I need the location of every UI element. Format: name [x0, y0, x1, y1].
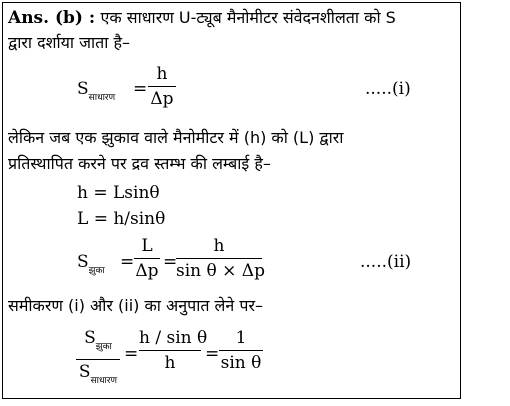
eq5-fraction-1-denominator: h [164, 353, 176, 373]
eq1-reference: .....(i) [365, 79, 411, 99]
answer-label: Ans. (b) : [8, 8, 96, 28]
answer-line-1 [8, 8, 396, 28]
eq5-fraction-1-numerator: h / sin θ [139, 328, 208, 348]
eq4-s-symbol: S [77, 252, 89, 272]
eq5-denominator-s: S [78, 362, 91, 382]
eq3: L = h/sinθ [77, 209, 166, 229]
eq4-fraction-1-denominator: Δp [135, 261, 159, 281]
answer-line-5: समीकरण (i) और (ii) का अनुपात लेने पर– [8, 296, 263, 315]
answer-intro-text: एक साधारण U-ट्यूब मैनोमीटर संवेदनशीलता को S [100, 8, 396, 27]
eq4-lhs [77, 252, 105, 281]
eq4-equals-b: = [163, 252, 178, 272]
eq5-fraction-0 [76, 328, 120, 391]
eq4-fraction-2 [176, 236, 265, 281]
eq4-fraction-2-bar [176, 258, 262, 259]
eq5-fraction-2 [219, 328, 263, 373]
eq4-s-subscript: झुका [88, 266, 105, 276]
eq5-fraction-2-bar [219, 350, 263, 351]
eq1-s-subscript: साधारण [88, 93, 116, 103]
eq4-fraction-2-denominator: sin θ × Δp [176, 261, 265, 281]
eq5-fraction-0-numerator [76, 328, 120, 357]
eq4-fraction-1 [134, 236, 160, 281]
answer-line-2: द्वारा दर्शाया जाता है– [8, 33, 131, 52]
eq5-equals-a: = [124, 344, 139, 364]
eq5-fraction-2-denominator: sin θ [220, 353, 262, 373]
eq5-fraction-2-numerator: 1 [235, 328, 247, 348]
eq1-numerator: h [156, 64, 168, 84]
eq5-fraction-0-bar [76, 359, 120, 360]
answer-line-3: लेकिन जब एक झुकाव वाले मैनोमीटर में (h) को (L) द्वारा [8, 128, 344, 147]
eq4-equals-a: = [120, 252, 135, 272]
eq1-denominator: Δp [150, 89, 174, 109]
eq1-lhs [77, 79, 115, 108]
eq5-numerator-s: S [84, 328, 96, 348]
eq4-reference: .....(ii) [360, 252, 412, 272]
eq5-numerator-subscript: झुका [95, 342, 112, 352]
answer-line-4: प्रतिस्थापित करने पर द्रव स्तम्भ की लम्बाई है– [8, 154, 271, 173]
eq5-fraction-1-bar [139, 350, 201, 351]
eq1-fraction-bar [148, 86, 176, 87]
eq5-equals-b: = [205, 344, 220, 364]
eq4-fraction-1-bar [134, 258, 160, 259]
eq2: h = Lsinθ [77, 183, 160, 203]
eq1-equals: = [133, 79, 148, 99]
eq4-fraction-2-numerator: h [213, 236, 225, 256]
eq5-fraction-1 [139, 328, 208, 373]
eq4-fraction-1-numerator: L [141, 236, 153, 256]
eq1-s-symbol: S [77, 79, 89, 99]
eq5-denominator-subscript: साधारण [90, 376, 118, 386]
eq5-fraction-0-denominator [76, 362, 120, 391]
eq1-fraction [148, 64, 176, 109]
